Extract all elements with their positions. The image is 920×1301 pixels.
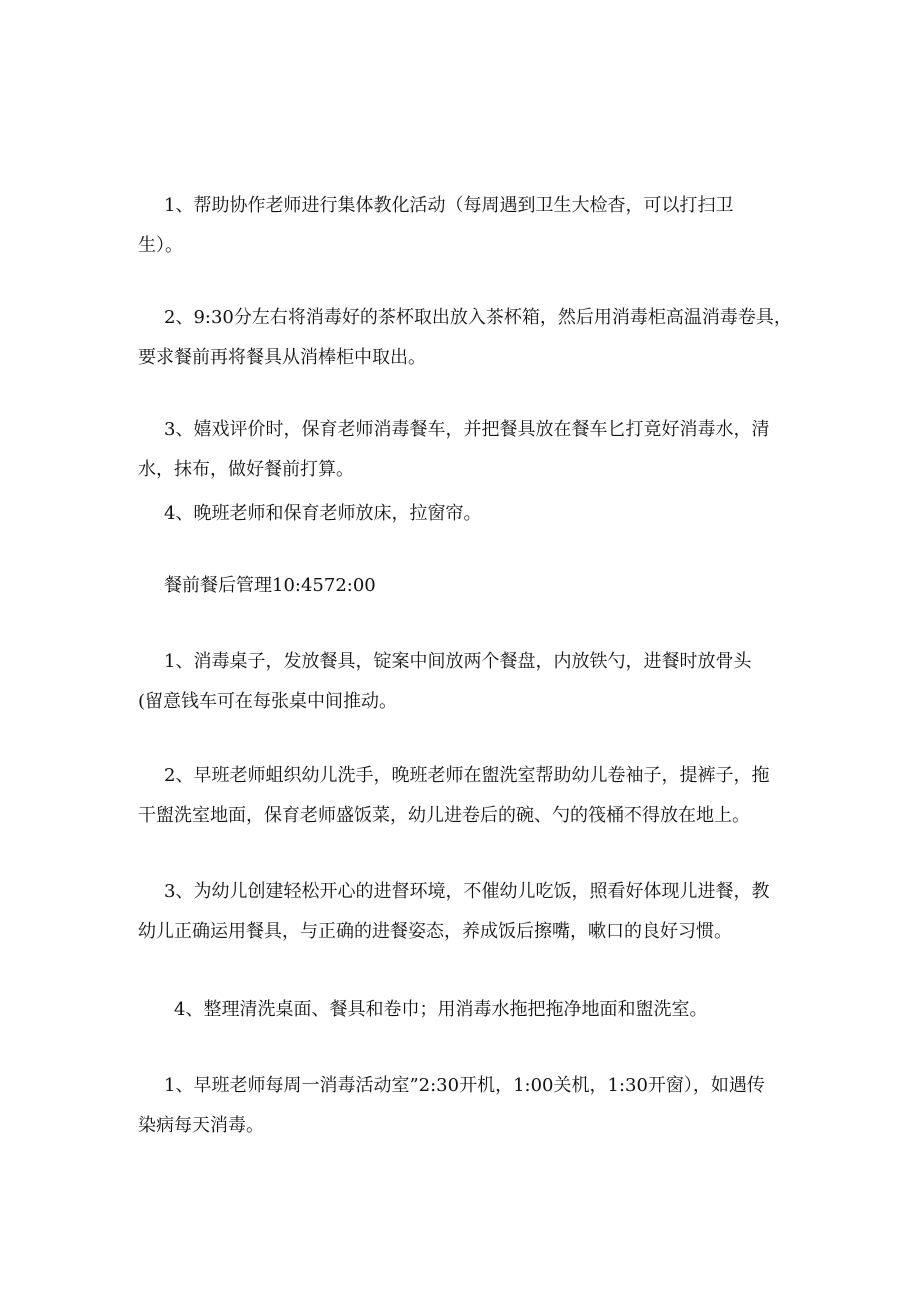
paragraph-handwashing: [138, 756, 788, 836]
paragraph-line: (留意钱车可在每张桌中间推动。: [138, 691, 398, 712]
paragraph-line: 染病每天消毒。: [138, 1115, 264, 1136]
paragraph-line: 2、早班老师蛆织幼儿洗手，晚班老师在盥洗室帮助幼儿卷袖子，提裤子，拖: [164, 765, 770, 786]
paragraph-beds-curtains: [138, 494, 788, 534]
paragraph-line: 餐前餐后管理10:4572:00: [164, 575, 376, 596]
paragraph-line: 3、嬉戏评价时，保育老师消毒餐车，并把餐具放在餐车匕打竟好消毒水，清: [164, 419, 770, 440]
paragraph-line: 2、9:30分左右将消毒好的茶杯取出放入茶杯箱，然后用消毒柜高温消毒卷具，: [164, 307, 792, 328]
paragraph-cleanup: [138, 990, 788, 1030]
paragraph-line: 要求餐前再将餐具从消棒柜中取出。: [138, 347, 426, 368]
paragraph-line: 4、晚班老师和保育老师放床，拉窗帘。: [164, 503, 482, 524]
paragraph-line: 1、帮助协作老师进行集体教化活动（每周遇到卫生大检杳，可以打扫卫: [164, 195, 734, 216]
paragraph-line: 干盥洗室地面，保育老师盛饭菜，幼儿进卷后的碗、勺的筏桶不得放在地上。: [138, 805, 750, 826]
paragraph-line: 1、消毒桌子，发放餐具，锭案中间放两个餐盘，内放铁勺，进餐时放骨头: [164, 651, 752, 672]
paragraph-line: 1、早班老师每周一消毒活动室”2:30开机，1:00关机，1:30开窗），如遇传: [164, 1075, 765, 1096]
paragraph-line: 水，抹布，做好餐前打算。: [138, 459, 354, 480]
paragraph-line: 4、整理清洗桌面、餐具和卷巾；用消毒水拖把拖净地面和盥洗室。: [174, 999, 708, 1020]
paragraph-table-disinfection: [138, 642, 788, 722]
paragraph-line: 3、为幼儿创建轻松开心的进督环境，不催幼儿吃饭，照看好体现儿进餐，教: [164, 881, 770, 902]
paragraph-room-disinfection: [138, 1066, 788, 1146]
paragraph-dining-cart: [138, 410, 788, 490]
paragraph-help-collective-activity: [138, 186, 788, 266]
section-heading-meal-management: [138, 566, 788, 606]
paragraph-dining-environment: [138, 872, 788, 952]
paragraph-cup-disinfection: [138, 298, 792, 378]
paragraph-line: 生）。: [138, 235, 183, 256]
paragraph-line: 幼儿正确运用餐具，与正确的进餐姿态，养成饭后擦嘴，嗽口的良好习惯。: [138, 921, 732, 942]
